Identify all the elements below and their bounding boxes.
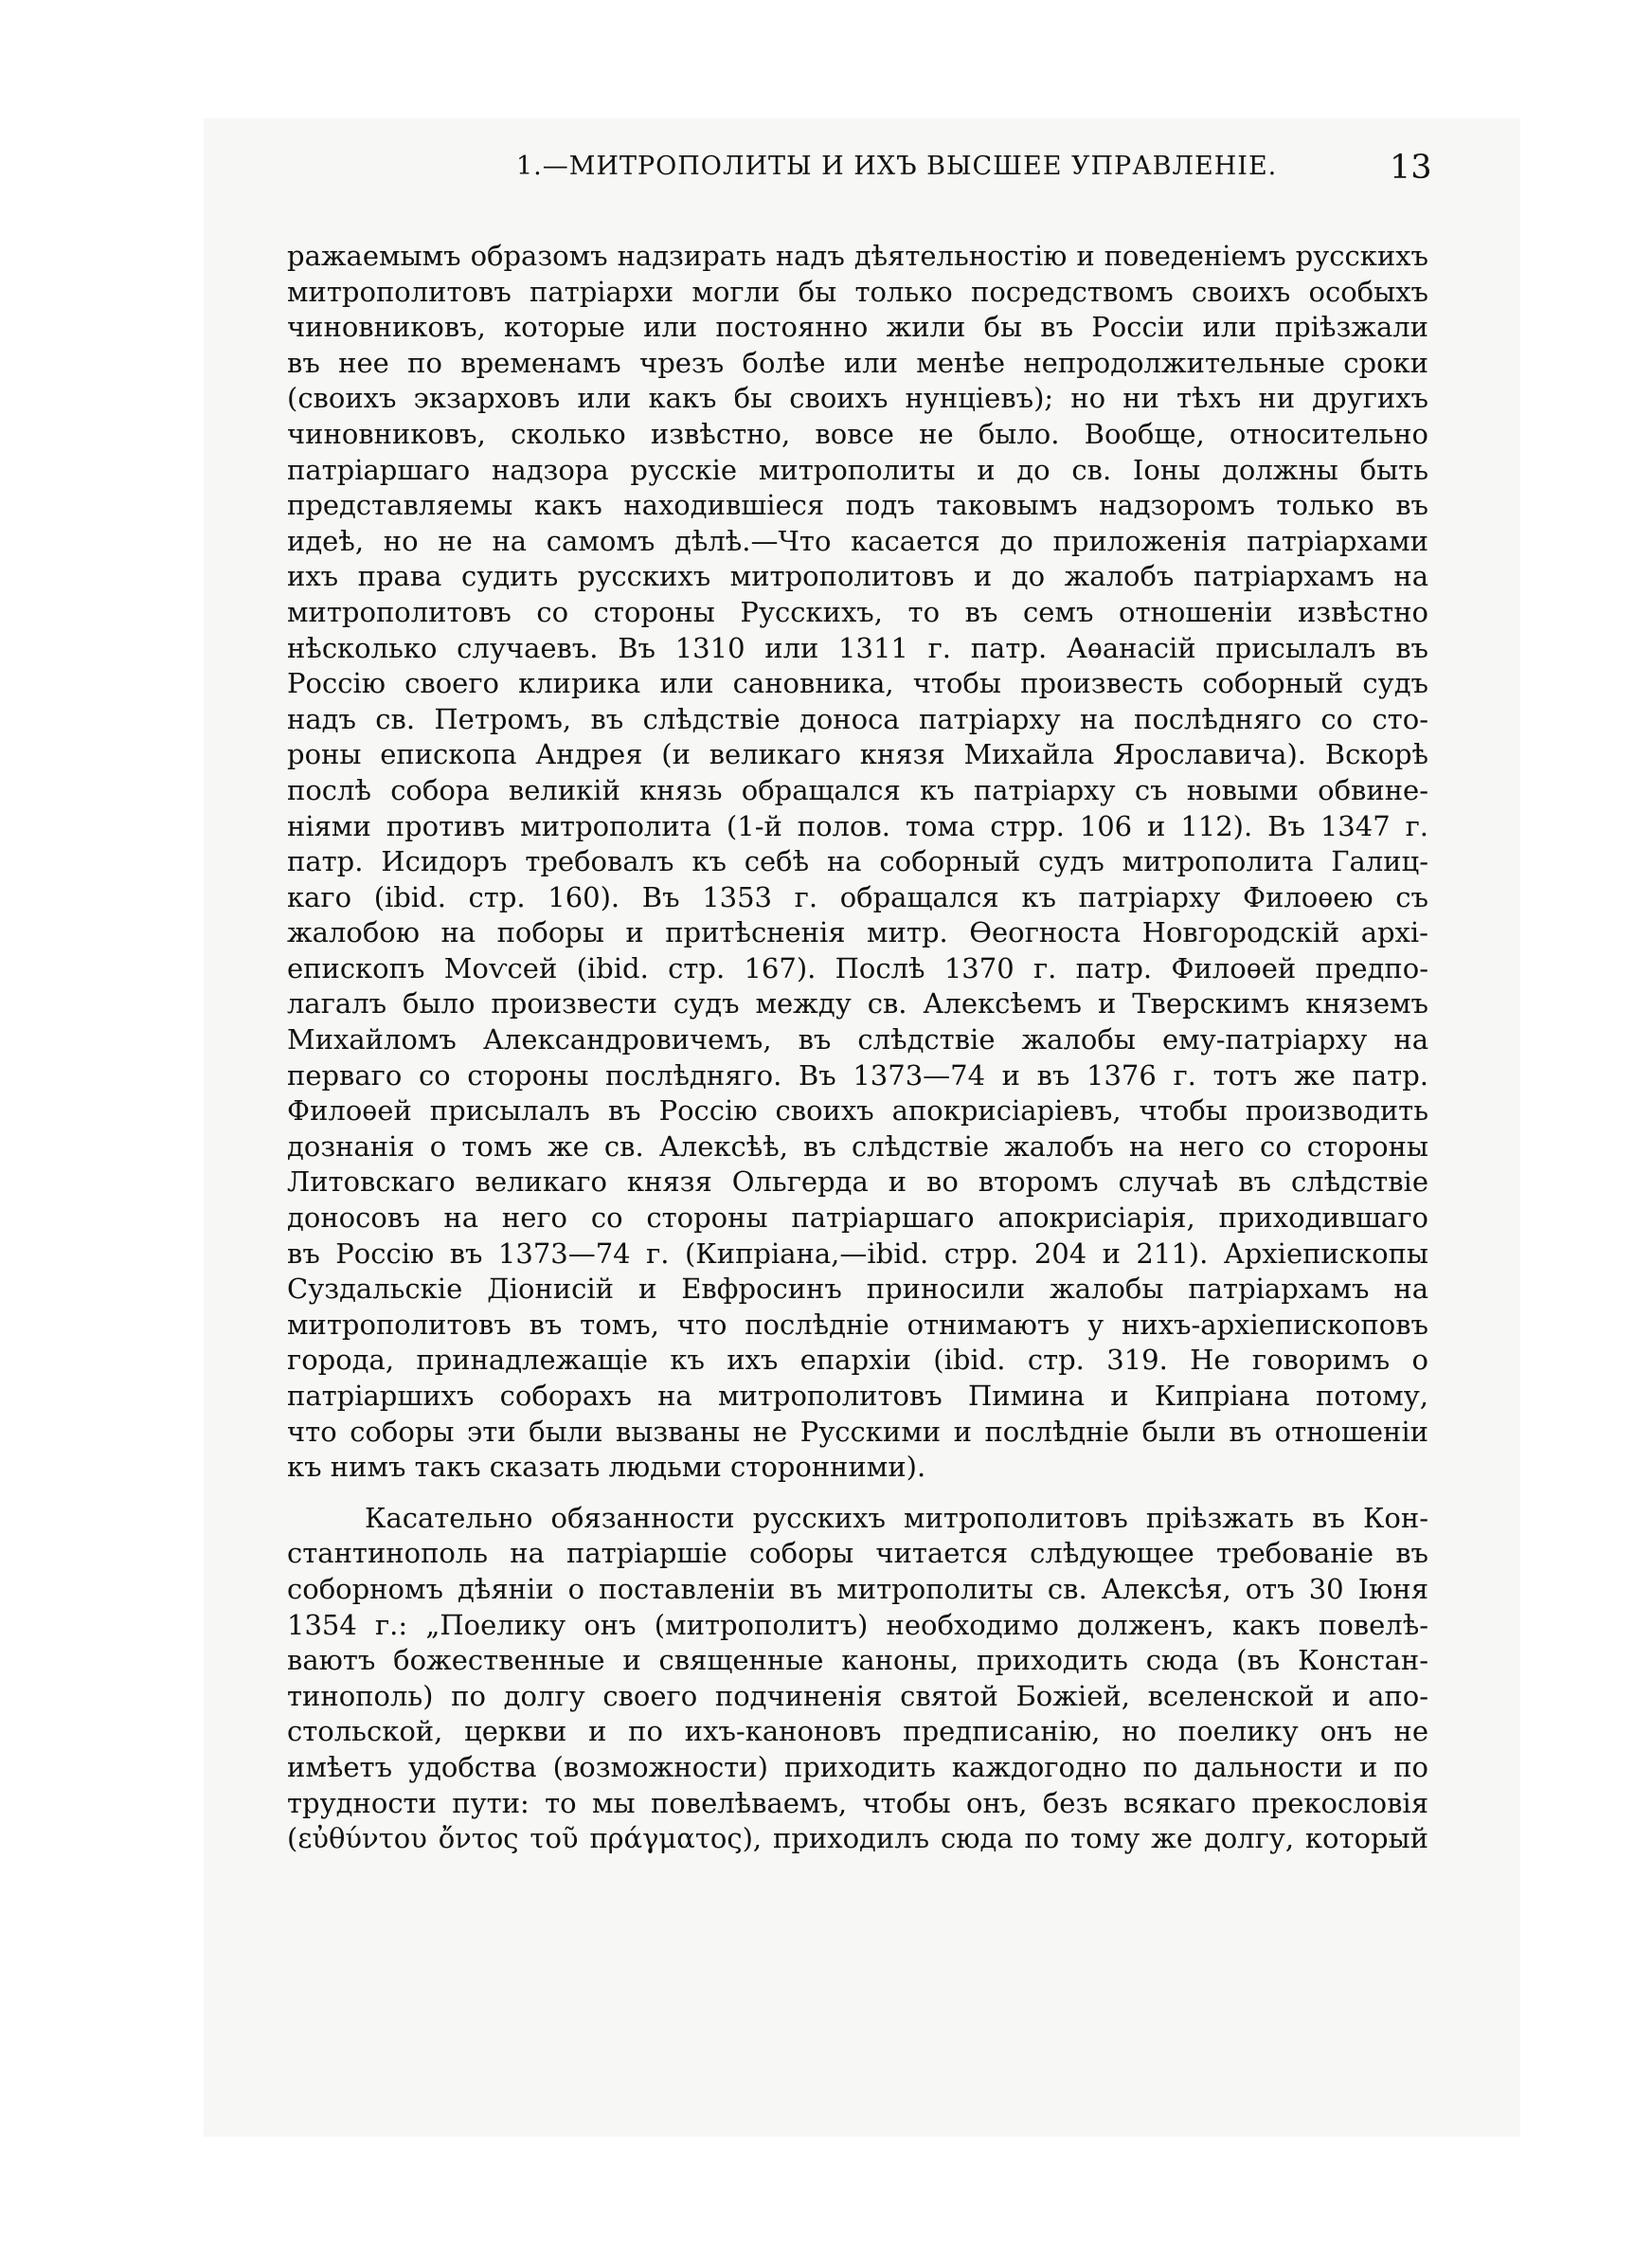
paragraph-gap <box>287 1486 1428 1501</box>
text-line: Суздальскіе Діонисій и Евфросинъ приносили жалобы патріархамъ на <box>287 1273 1428 1306</box>
text-line: роны епископа Андрея (и великаго князя Михайла Ярославича). Вскорѣ <box>287 738 1428 771</box>
text-line: стольской, церкви и по ихъ-каноновъ предписанію, но поелику онъ не <box>287 1715 1428 1748</box>
running-title: 1.—МИТРОПОЛИТЫ И ИХЪ ВЫСШЕЕ УПРАВЛЕНІЕ. <box>516 152 1278 181</box>
text-line: чиновниковъ, сколько извѣстно, вовсе не было. Вообще, относительно <box>287 417 1428 450</box>
text-line: представляемы какъ находившіеся подъ таковымъ надзоромъ только въ <box>287 489 1428 522</box>
text-line: патріаршихъ соборахъ на митрополитовъ Пимина и Кипріана потому, <box>287 1380 1428 1412</box>
text-line: въ нее по временамъ чрезъ болѣе или менѣе непродолжительные сроки <box>287 346 1428 379</box>
body-text <box>287 239 1428 1857</box>
text-line: епископъ Моѵсей (ibid. стр. 167). Послѣ 1370 г. патр. Филоѳей предпо- <box>287 951 1428 984</box>
text-line: нѣсколько случаевъ. Въ 1310 или 1311 г. патр. Аѳанасій присылалъ въ <box>287 631 1428 664</box>
text-line: къ нимъ такъ сказать людьми сторонними). <box>287 1451 926 1484</box>
text-line: надъ св. Петромъ, въ слѣдствіе доноса патріарху на послѣдняго со сто- <box>287 702 1428 735</box>
text-line: города, принадлежащіе къ ихъ епархіи (ibid. стр. 319. Не говоримъ о <box>287 1344 1428 1377</box>
text-line: Михайломъ Александровичемъ, въ слѣдствіе жалобы ему-патріарху на <box>287 1023 1428 1056</box>
text-line: Касательно обязанности русскихъ митрополитовъ пріѣзжать въ Кон- <box>365 1501 1428 1534</box>
text-line: трудности пути: то мы повелѣваемъ, чтобы онъ, безъ всякаго прекословія <box>287 1786 1428 1819</box>
text-line: дознанія о томъ же св. Алексѣѣ, въ слѣдствіе жалобъ на него со стороны <box>287 1129 1428 1163</box>
text-line: митрополитовъ патріархи могли бы только посредствомъ своихъ особыхъ <box>287 275 1428 308</box>
text-line: лагалъ было произвести судъ между св. Алексѣемъ и Тверскимъ княземъ <box>287 987 1428 1020</box>
text-line: Литовскаго великаго князя Ольгерда и во второмъ случаѣ въ слѣдствіе <box>287 1165 1428 1199</box>
text-line: въ Россію въ 1373—74 г. (Кипріана,—ibid. стрр. 204 и 211). Архіепископы <box>287 1237 1428 1270</box>
text-line: патріаршаго надзора русскіе митрополиты и до св. Іоны должны быть <box>287 453 1428 486</box>
text-line: каго (ibid. стр. 160). Въ 1353 г. обращался къ патріарху Филоѳею съ <box>287 880 1428 913</box>
text-line: соборномъ дѣяніи о поставленіи въ митрополиты св. Алексѣя, отъ 30 Іюня <box>287 1572 1428 1605</box>
text-line: ражаемымъ образомъ надзирать надъ дѣятельностію и поведеніемъ русскихъ <box>287 240 1428 272</box>
text-line: имѣетъ удобства (возможности) приходить каждогодно по дальности и по <box>287 1750 1428 1783</box>
text-line: Россію своего клирика или сановника, чтобы произвесть соборный судъ <box>287 667 1428 700</box>
text-line: ніями противъ митрополита (1-й полов. тома стрр. 106 и 112). Въ 1347 г. <box>287 809 1428 842</box>
text-line: что соборы эти были вызваны не Русскими и послѣдніе были въ отношеніи <box>287 1415 1428 1448</box>
text-line: послѣ собора великій князь обращался къ патріарху съ новыми обвине- <box>287 773 1428 806</box>
text-line: доносовъ на него со стороны патріаршаго апокрисіарія, приходившаго <box>287 1201 1428 1235</box>
text-line: митрополитовъ въ томъ, что послѣдніе отнимаютъ у нихъ-архіепископовъ <box>287 1308 1428 1341</box>
text-line: патр. Исидоръ требовалъ къ себѣ на соборный судъ митрополита Галиц- <box>287 845 1428 878</box>
paragraph-2 <box>287 1501 1428 1857</box>
text-line: Филоѳей присылалъ въ Россію своихъ апокрисіаріевъ, чтобы производить <box>287 1094 1428 1128</box>
text-line: ваютъ божественные и священные каноны, приходить сюда (въ Констан- <box>287 1644 1428 1677</box>
page-number: 13 <box>1390 149 1432 187</box>
text-line: ихъ права судить русскихъ митрополитовъ и до жалобъ патріархамъ на <box>287 560 1428 593</box>
text-line: чиновниковъ, которые или постоянно жили бы въ Россіи или пріѣзжали <box>287 311 1428 344</box>
text-line: жалобою на поборы и притѣсненія митр. Ѳеогноста Новгородскій архі- <box>287 916 1428 949</box>
text-line: (εὐθύντου ὄντος τοῦ πράγματος), приходилъ сюда по тому же долгу, который <box>287 1822 1428 1855</box>
text-line: перваго со стороны послѣдняго. Въ 1373—74 и въ 1376 г. тотъ же патр. <box>287 1058 1428 1092</box>
text-line: митрополитовъ со стороны Русскихъ, то въ семъ отношеніи извѣстно <box>287 595 1428 628</box>
text-line: (своихъ экзарховъ или какъ бы своихъ нунціевъ); но ни тѣхъ ни другихъ <box>287 382 1428 415</box>
text-line: идеѣ, но не на самомъ дѣлѣ.—Что касается до приложенія патріархами <box>287 524 1428 557</box>
text-line: 1354 г.: „Поелику онъ (митрополитъ) необходимо долженъ, какъ повелѣ- <box>287 1608 1428 1641</box>
text-line: тинополь) по долгу своего подчиненія святой Божіей, вселенской и апо- <box>287 1679 1428 1712</box>
paragraph-1 <box>287 239 1428 1486</box>
text-line: стантинополь на патріаршіе соборы читается слѣдующее требованіе въ <box>287 1537 1428 1570</box>
